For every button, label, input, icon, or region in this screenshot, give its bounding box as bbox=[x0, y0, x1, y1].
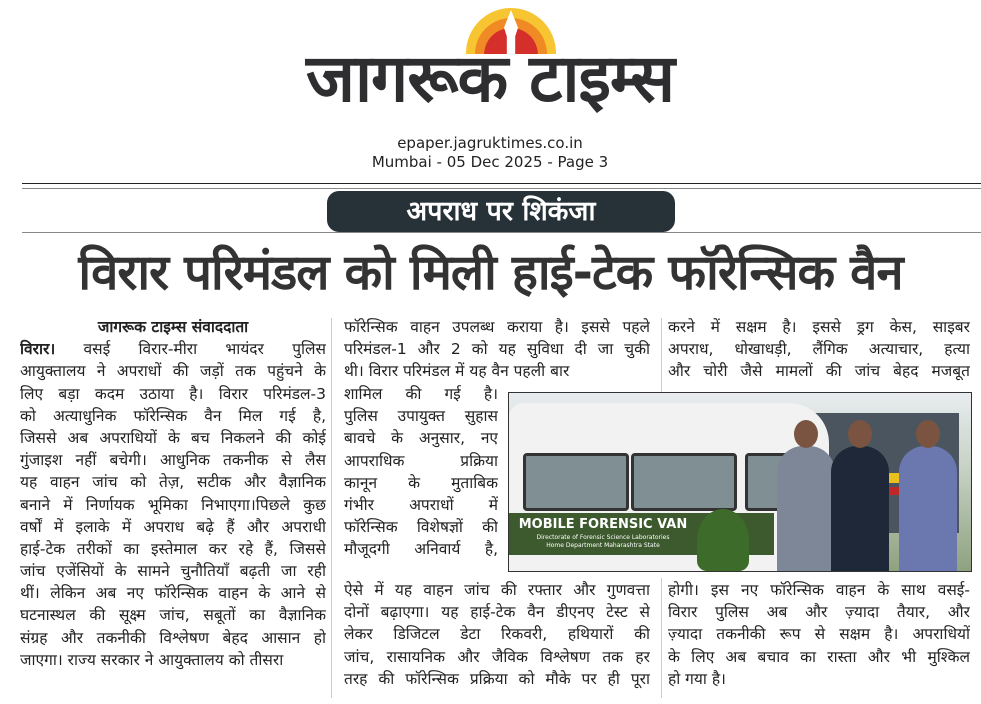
article-column-2-top bbox=[344, 316, 650, 383]
newspaper-logo: जागरूक टाइम्स bbox=[305, 40, 674, 117]
article-line: संग्रह और तकनीकी विश्लेषण बेहद आसान हो bbox=[20, 628, 326, 647]
article-column-3-top bbox=[668, 316, 970, 383]
article-line: जिससे अब अपराधियों के बच निकलने की कोई bbox=[20, 428, 326, 447]
header-rule-thin bbox=[22, 188, 981, 189]
person bbox=[777, 446, 835, 571]
article-line bbox=[20, 338, 326, 360]
article-line: दोनों बढ़ाएगा। यह हाई-टेक वैन डीएनए टेस्ट से bbox=[344, 603, 650, 622]
van-subtitle: Home Department Maharashtra State bbox=[546, 542, 660, 549]
article-line: बावचे के अनुसार, नए bbox=[344, 429, 498, 448]
edition-line: Mumbai - 05 Dec 2025 - Page 3 bbox=[371, 153, 609, 171]
article-line: फॉरेन्सिक विशेषज्ञों की bbox=[344, 518, 498, 537]
article-photo-forensic-van bbox=[508, 392, 972, 572]
column-divider bbox=[661, 318, 662, 398]
article-line: परिमंडल-1 और 2 को यह सुविधा दी जा चुकी bbox=[344, 340, 650, 359]
article-line: तरह की फॉरेन्सिक प्रक्रिया को मौके पर ही पूरा bbox=[344, 669, 650, 688]
article-line: गुंजाइश नहीं बचेगी। आधुनिक तकनीक से लैस bbox=[20, 451, 326, 470]
article-line: थीं। लेकिन अब नए फॉरेन्सिक वाहन के आने से bbox=[20, 584, 326, 603]
van-subtitle: Directorate of Forensic Science Laboratories bbox=[536, 534, 670, 541]
article-line: गंभीर अपराधों में bbox=[344, 495, 498, 514]
article-line: फॉरेन्सिक वाहन उपलब्ध कराया है। इससे पहले bbox=[344, 318, 650, 336]
article-line: के लिए अब बचाव का रास्ता और भी मुश्किल bbox=[668, 647, 970, 666]
section-rule bbox=[22, 232, 981, 233]
article-line: अपराध, धोखाधड़ी, लैंगिक अत्याचार, हत्या bbox=[668, 340, 970, 359]
article-line: विरार पुलिस अब और ज़्यादा तैयार, और bbox=[668, 603, 970, 622]
article-line: जाएगा। राज्य सरकार ने आयुक्तालय को तीसरा bbox=[20, 650, 284, 669]
article-line: कानून के मुताबिक bbox=[344, 473, 498, 492]
article-line: आयुक्तालय ने अपराधों की जड़ों तक पहुंचने के bbox=[20, 362, 326, 381]
site-url[interactable]: epaper.jagruktimes.co.in bbox=[397, 134, 583, 152]
person bbox=[831, 446, 889, 571]
article-line: लिए बड़ा कदम उठाया है। विरार परिमंडल-3 bbox=[20, 384, 326, 403]
article-line: होगी। इस नए फॉरेन्सिक वाहन के साथ वसई- bbox=[668, 581, 970, 599]
article-line: ज़्यादा तकनीकी रूप से सक्षम है। अपराधियों bbox=[668, 625, 970, 644]
article-column-2-bottom bbox=[344, 579, 650, 690]
article-line: पुलिस उपायुक्त सुहास bbox=[344, 407, 498, 426]
byline: जागरूक टाइम्स संवाददाता bbox=[97, 318, 249, 336]
column-divider bbox=[331, 318, 332, 698]
article-line: करने में सक्षम है। इससे ड्रग केस, साइबर bbox=[668, 318, 970, 336]
headline: विरार परिमंडल को मिली हाई-टेक फॉरेन्सिक वैन bbox=[78, 244, 903, 301]
article-column-1 bbox=[20, 316, 326, 671]
article-line: हाई-टेक तरीकों का इस्तेमाल कर रहे हैं, जिससे bbox=[20, 539, 326, 558]
article-line: जांच एजेंसियों के सामने चुनौतियाँ बढ़ती जा रही bbox=[20, 562, 326, 581]
article-line: लेकर डिजिटल डेटा रिकवरी, हथियारों की bbox=[344, 625, 650, 644]
dateline: विरार। bbox=[20, 340, 56, 359]
article-line: थी। विरार परिमंडल में यह वैन पहली बार bbox=[344, 362, 570, 381]
article-line: और चोरी जैसे मामलों की जांच बेहद मजबूत bbox=[668, 362, 970, 381]
article-line: बनाने में निर्णायक भूमिका निभाएगा।पिछले कुछ bbox=[20, 495, 326, 514]
van-title: MOBILE FORENSIC VAN bbox=[518, 517, 688, 532]
article-line-text: वसई विरार-मीरा भायंदर पुलिस bbox=[55, 340, 326, 359]
article-line: हो गया है। bbox=[668, 669, 726, 688]
article-line: घटनास्थल की सूक्ष्म जांच, सबूतों का वैज्ञानिक bbox=[20, 606, 326, 625]
article-column-3-bottom bbox=[668, 579, 970, 690]
article-line: शामिल की गई है। bbox=[344, 385, 498, 403]
article-line: ऐसे में यह वाहन जांच की रफ्तार और गुणवत्ता bbox=[344, 581, 650, 599]
person bbox=[899, 446, 957, 571]
article-column-2-narrow bbox=[344, 383, 498, 561]
article-line: आपराधिक प्रक्रिया bbox=[344, 451, 498, 470]
section-label: अपराध पर शिकंजा bbox=[327, 191, 675, 232]
column-divider bbox=[661, 578, 662, 698]
article-line: को अत्याधुनिक फॉरेन्सिक वैन मिल गई है, bbox=[20, 406, 326, 425]
shrub bbox=[697, 509, 749, 571]
article-line: यह वाहन जांच को तेज़, सटीक और वैज्ञानिक bbox=[20, 473, 326, 492]
article-line: वर्षों में इलाके में अपराध बढ़े हैं और अपराधी bbox=[20, 517, 326, 536]
header-rule bbox=[22, 183, 981, 184]
article-line: मौजूदगी अनिवार्य है, bbox=[344, 540, 498, 559]
article-line: जांच, रासायनिक और जैविक विश्लेषण तक हर bbox=[344, 647, 650, 666]
edition-info bbox=[290, 134, 690, 172]
